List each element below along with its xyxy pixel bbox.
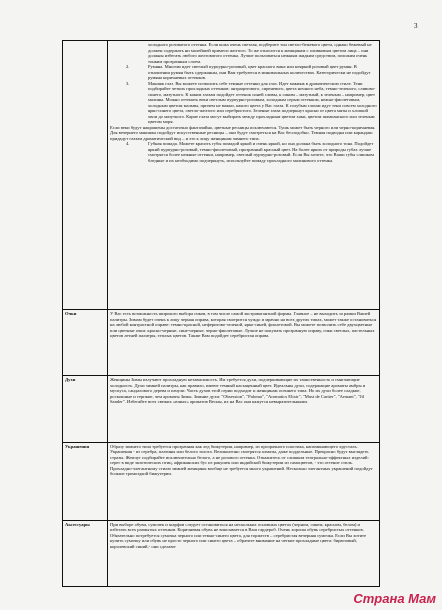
item-number: 4.	[126, 141, 130, 146]
row-label-perfume: Духи	[63, 376, 108, 442]
row-text-jewelry: Образу зимнего типа требуется прозрачная как лед бижутерия, например, из прозрачного пластика, напоминающего хрусталь. Украшения - из серебра, платины или белого золота. Великолепно смотрятся алмазы, даже поддельные. Прекрасно будут выглядеть стразы. Жемчуг подбирайте исключительно белого, а не розового оттенка. Откажитесь от слишком театрально-эффектных изделий: серег в виде экзотических птиц, африканских бус из ракушек или индийской бижутерии из самоцветов, - это оттенит стиль. Прохладно-элегантному стилю зимней женщины вообще не требуется много украшений. Несколько элегантных украшений подойдут больше громоздкой бижутерии.	[108, 442, 380, 520]
table-row	[63, 376, 380, 442]
watermark-logo: Страна Мам	[353, 591, 436, 606]
list-item	[110, 64, 377, 81]
table-row	[63, 41, 380, 310]
item-text: Губная помада. Можете красить губы помадой яркой и очень яркой, но она должна быть холодного тона. Подойдет яркий пурпурно-розовый, темно-фиолетовый, прозрачный красный цвет. На более ярких от природы губах лучше смотрятся более нежные оттенки, например, светлый пурпурно-розовый. Если Вы хотите, что Ваши губы слишком бледные и их необходимо подчеркнуть, используйте помаду прохладного малинового оттенка.	[148, 141, 374, 163]
row-text-perfume: Женщины Зимы излучают прохладную независимость. Им требуется духи, подчеркивающие их таинственность и смягчающие холодность. Духи зимней палитры, как правило, имеют темный насыщенный цвет. Идеальны духи, содержащие ароматы амбры и мускуса, сандалового дерева и пачули. Часть духов этой серии подходит и женщинам осеннего типа. Но их духи более сладкие, роскошные и терпкие, чем ароматы Зимы. Зимние духи: "Obsession", "Paloma", "Aromatics Elixir", "Must de Cartier", "Armani", "Jil Sander". Избегайте всех свежих «юных» ароматов Весны, их на Вас они кажутся невыразительными.	[108, 376, 380, 442]
table-row	[63, 442, 380, 520]
item-number: 2.	[126, 64, 130, 69]
page-number: 3	[414, 22, 418, 30]
row-label-empty	[63, 41, 108, 310]
row-text-accessories: При выборе обуви, сумочек и шарфов следует остановиться на нескольких основных цветах (черном, синем, красном, белом) и избегать всех размытых оттенков. Коричневая обувь не вписывается в Ваш гардероб. Очень хороша обувь серебристых оттенков. Обязательно потребуется сумочка черного или темно-синего цвета, для торжеств – серебристая вечерняя сумочка. Если Вы хотите купить сумочку или обувь не просто черного или синего цвета – обратите внимание на четкие прохладные цвета: бирюзовый, королевский синий,- они сделают	[108, 520, 380, 586]
list-item	[110, 81, 377, 125]
makeup-cell	[108, 41, 380, 310]
item-text: Румяна. Многим идет светлый пурпурно-розовый, цвет красного вина или неяркий розовый цвет румян. В отношении румян быть сдержанны, они Вам требуются в минимальных количествах. Категорически не подойдут румяна коричневых оттенков.	[148, 64, 371, 80]
item-number: 3.	[126, 80, 130, 86]
table-row	[63, 310, 380, 376]
recommendations-table	[62, 40, 380, 587]
row-label-jewelry: Украшения	[63, 442, 108, 520]
item-text: Макияж глаз. Вы можете позволить себе темные оттенки для глаз. Идет макияж в драматическом стиле. Тени подбирайте четких прохладных оттенков: антрацитового, сиреневого, цвета ночного неба, темно-зеленого, сливово-синего, мазутного. К каким глазам подойдет оттенок синей сливы, к синим – мазутный, к зеленым – например, цвет малины. Можно оттенить веки светлым пурпурно-розовым, холодным серым оттенком, нежно-фиолетовым, холодным цветом мальвы, причем не важно, какого цвета у Вас глаза. К голубым глазам идут тени совсем холодного ярко-синего цвета, светло-желтого или серебристого. Зеленые глаза подчеркнут краски от цвета мяты и хлопкой хвои до мазутного. Карие глаза могут выбирать между прохладным цветом хаки, цветом шампанского или зеленым цветом моря.	[148, 80, 377, 124]
makeup-intro: холодного розоватого оттенка. Если кожа очень светлая, подберите тон светло-бежевого цвета, однако бежевый не должен содержать ни малейшей примеси желтого. То же относится к женщинам с оливковым цветом лица – они должны избегать любого желтоватого оттенка. Лучше пользоваться нежным жидким средством, похожим очень тонким прозрачным слоем.	[148, 42, 372, 64]
table-row	[63, 520, 380, 586]
list-item	[110, 141, 377, 163]
row-text-glasses: У Вас есть возможность широкого выбора очков, в том числе самой экстравагантной формы. Главное – не выходить за рамки Вашей палитры. Зимам будет очень к лицу черная оправа, которая смотрится чуждо и мрачно на всех других типах, может также остановиться на любой контрастной оправе: темно-красной, неферитово-зеленой, ярко-синей, фиолетовой. Вы можете позволить себе двухцветные или цветные очки: красно-черные, сине-черные, черно-фиолетовые. Лучше не покупать прозрачную оправу, очки светлых, пастельных цветов летней палитры, теплых цветов. Также Вам подойдет серебристая оправа.	[108, 310, 380, 376]
row-label-glasses: Очки	[63, 310, 108, 376]
row-label-accessories: Аксессуары	[63, 520, 108, 586]
makeup-lashes-text: Если веки будут накрашены достаточно фантазийно, цветные ресницы исключаются. Тушь может быть черного или черно-коричневая. Для вечернего макияжа подойдут искусственные ресницы – они будут смотреться на Вас бесподобно. Темная подводка или карандаш придадут глазам драматический вид – и это к лицу женщинам зимнего типа.	[110, 124, 376, 141]
